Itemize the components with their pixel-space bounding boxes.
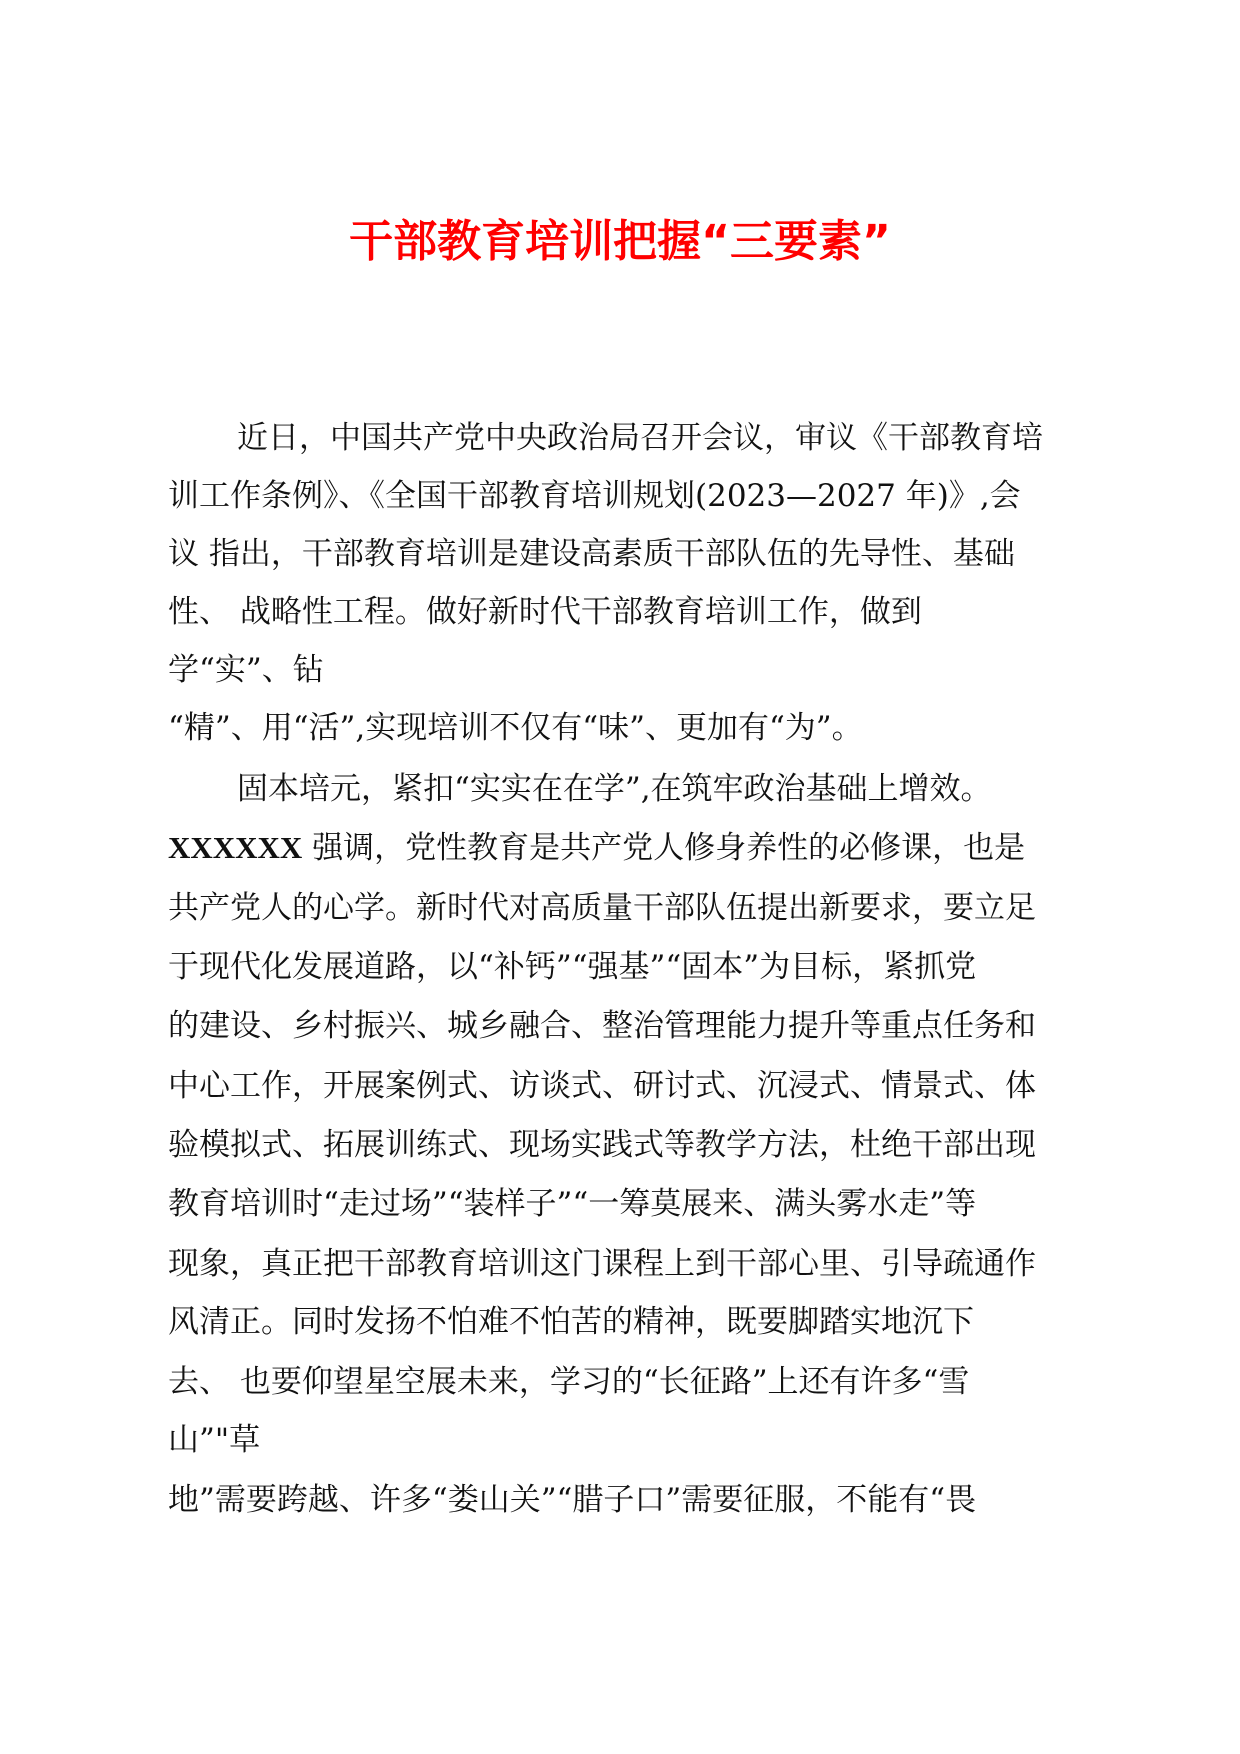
paragraph-line: 近日，中国共产党中央政治局召开会议，审议《干部教育培: [237, 420, 1043, 456]
paragraph-line: 现象，真正把干部教育培训这门课程上到干部心里、引导疏通作: [168, 1246, 1036, 1282]
paragraph-line: 固本培元，紧扣“实实在在学”,在筑牢政治基础上增效。: [237, 771, 992, 807]
redacted-name: XXXXXX: [168, 830, 303, 865]
paragraph-line: 性、 战略性工程。做好新时代干部教育培训工作，做到: [168, 594, 922, 630]
paragraph-line: [168, 828, 1025, 868]
document-title: 干部教育培训把握“三要素”: [349, 216, 891, 267]
paragraph-line: 议 指出，干部教育培训是建设高素质干部队伍的先导性、基础: [168, 536, 1015, 572]
paragraph-line: 学“实”、钻: [168, 652, 324, 688]
paragraph-line: 于现代化发展道路，以“补钙”“强基”“固本”为目标，紧抓党: [168, 949, 977, 985]
paragraph-line: 训工作条例》、《全国干部教育培训规划(2023—2027 年)》,会: [168, 478, 1021, 514]
paragraph-line: 地”需要跨越、许多“娄山关”“腊子口”需要征服，不能有“畏: [168, 1482, 977, 1518]
paragraph-line: “精”、用“活”,实现培训不仅有“味”、更加有“为”。: [168, 710, 863, 746]
paragraph-line: 风清正。同时发扬不怕难不怕苦的精神，既要脚踏实地沉下: [168, 1304, 974, 1340]
paragraph-line: 山”"草: [168, 1422, 261, 1458]
paragraph-line: 共产党人的心学。新时代对高质量干部队伍提出新要求，要立足: [168, 890, 1036, 926]
paragraph-line-text: 强调，党性教育是共产党人修身养性的必修课，也是: [312, 830, 1026, 866]
paragraph-line: 教育培训时“走过场”“装样子”“一筹莫展来、满头雾水走”等: [168, 1186, 977, 1222]
paragraph-line: 中心工作，开展案例式、访谈式、研讨式、沉浸式、情景式、体: [168, 1068, 1036, 1104]
paragraph-line: 验模拟式、拓展训练式、现场实践式等教学方法，杜绝干部出现: [168, 1127, 1036, 1163]
paragraph-line: 的建设、乡村振兴、城乡融合、整治管理能力提升等重点任务和: [168, 1008, 1036, 1044]
paragraph-line: 去、 也要仰望星空展未来，学习的“长征路”上还有许多“雪: [168, 1364, 970, 1400]
